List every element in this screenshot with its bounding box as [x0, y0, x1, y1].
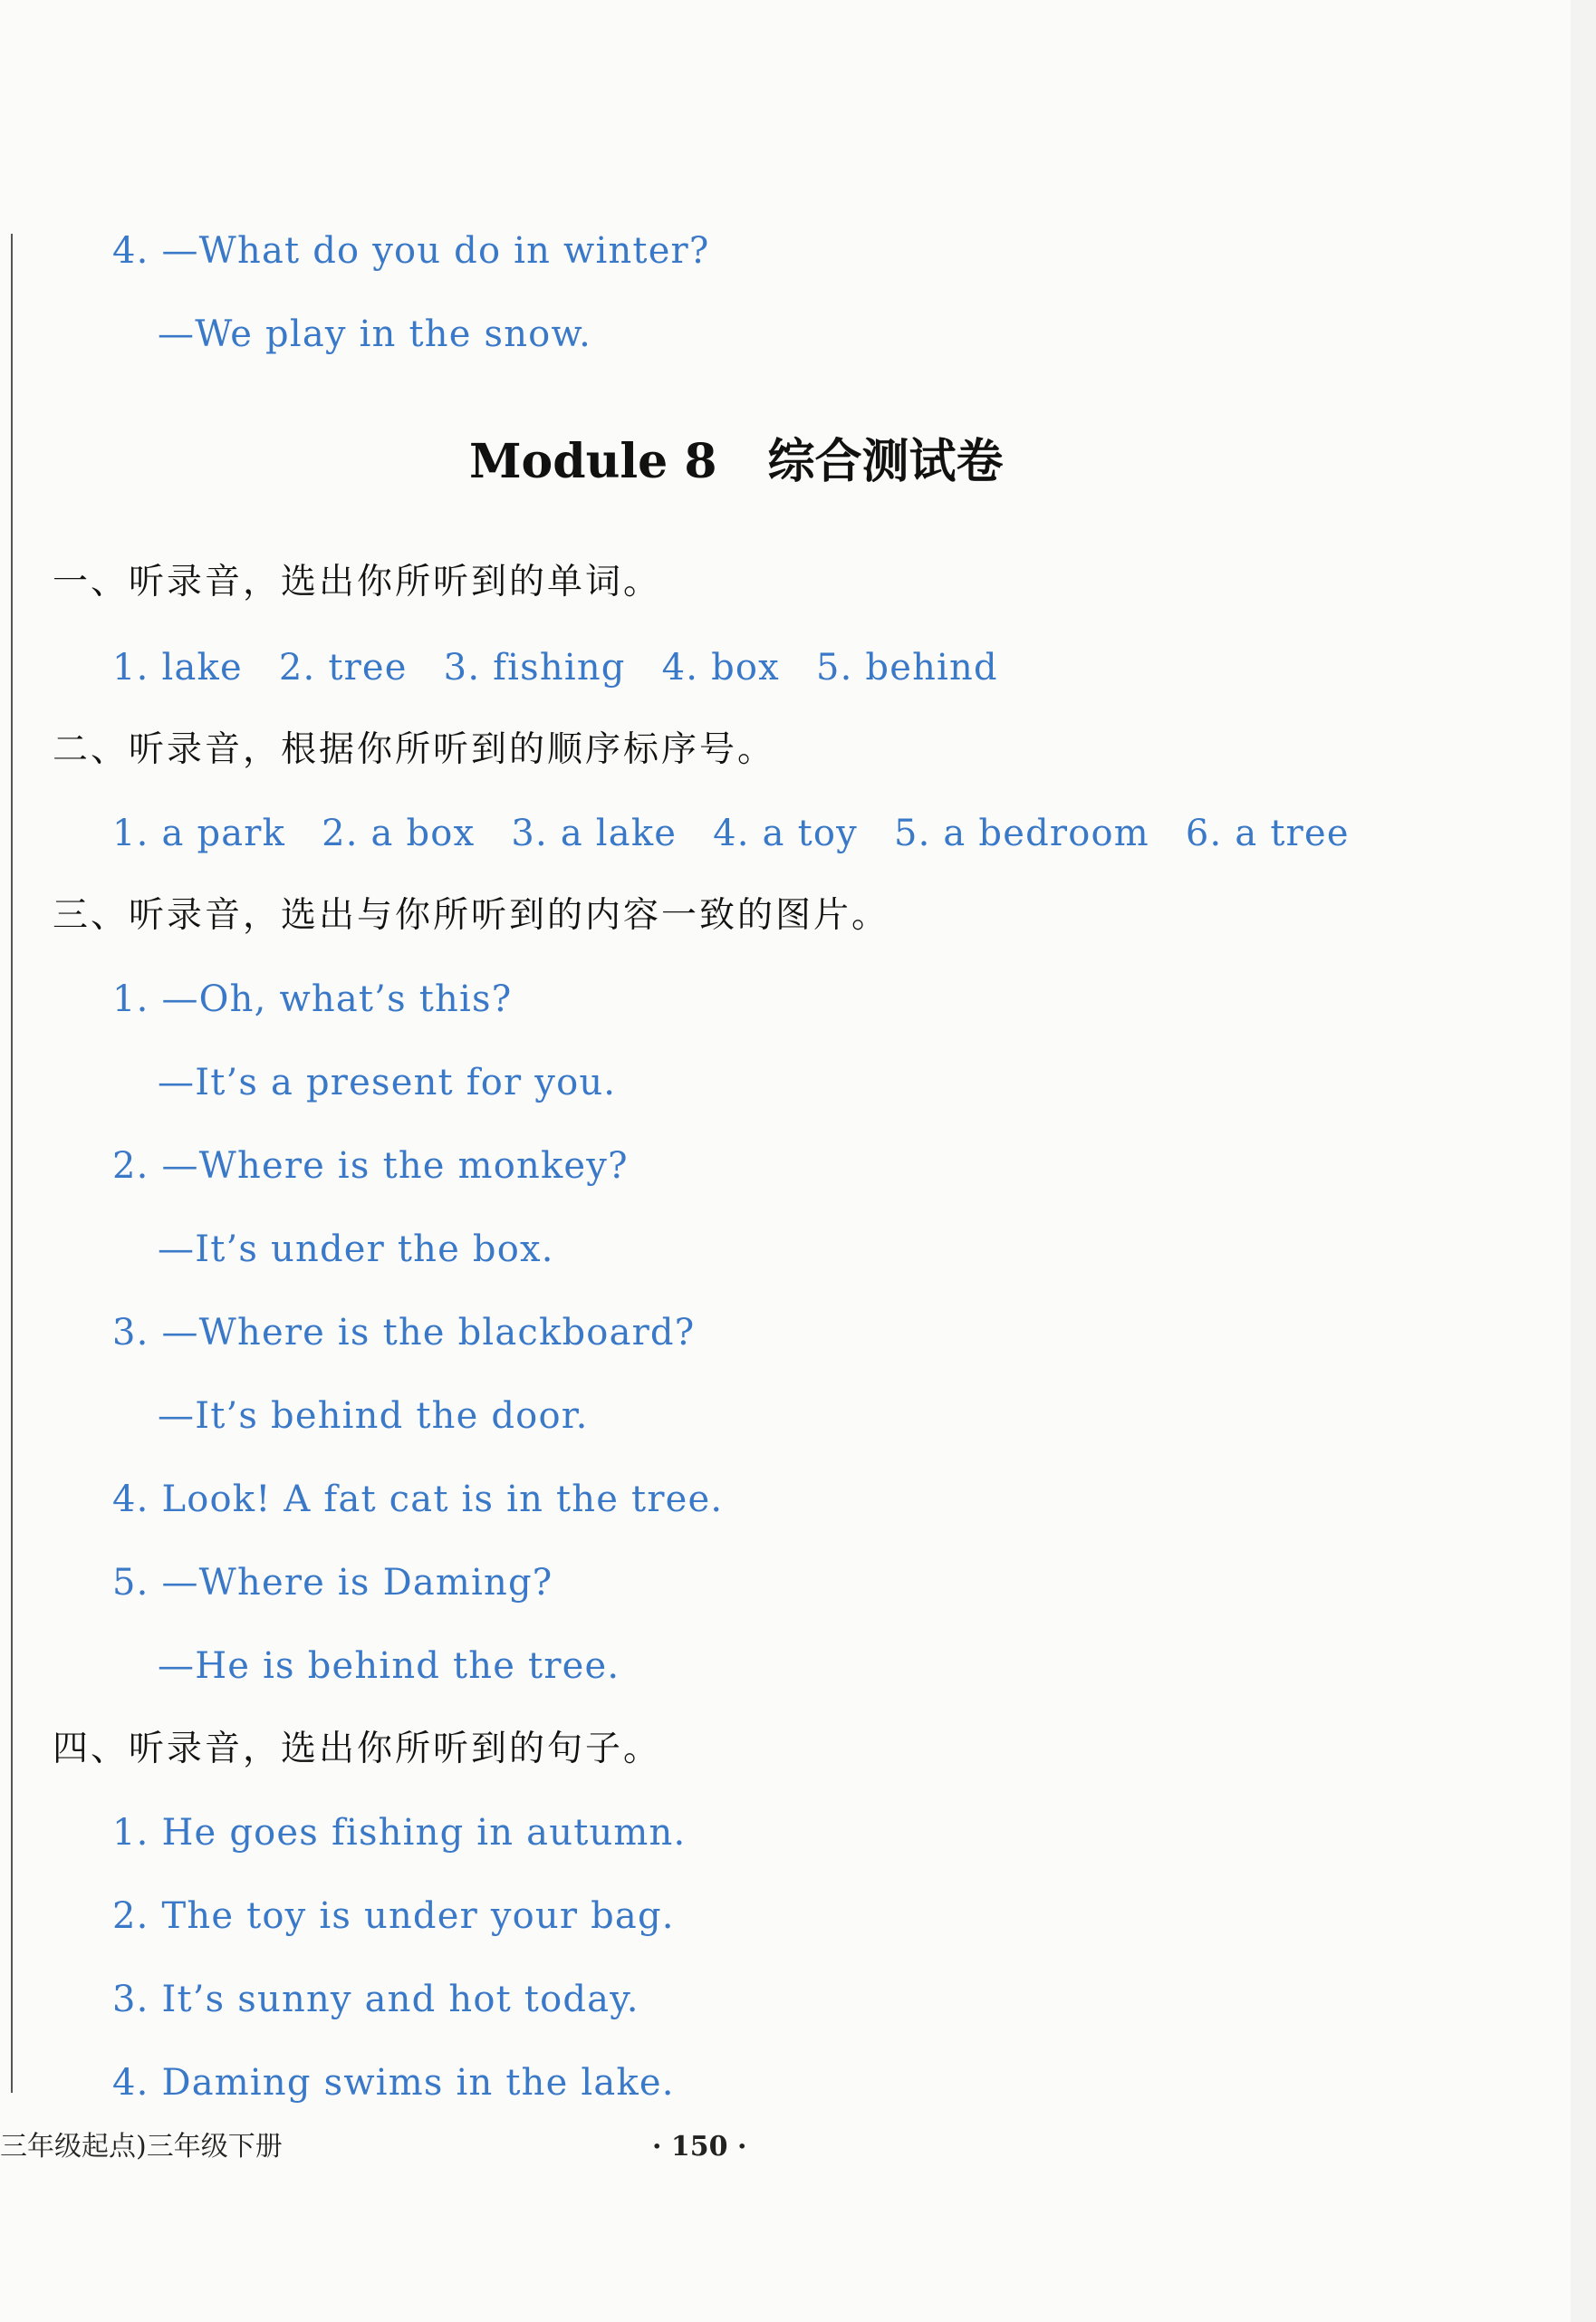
section2-phrase-item: 2. a box [322, 813, 476, 854]
section2-phrase-item: 4. a toy [713, 813, 858, 854]
section2-phrase-list [112, 811, 1350, 856]
section3-heading: 三、听录音，选出与你所听到的内容一致的图片。 [53, 895, 890, 936]
section3-dialogue-line: 2. —Where is the monkey? [112, 1145, 629, 1187]
section4-heading: 四、听录音，选出你所听到的句子。 [53, 1729, 662, 1769]
section2-phrase-item: 6. a tree [1185, 813, 1350, 854]
section3-dialogue-line: 5. —Where is Daming? [112, 1562, 553, 1604]
section2-phrase-item: 3. a lake [511, 813, 678, 854]
binding-line [11, 234, 13, 2093]
prev-dialogue-question: 4. —What do you do in winter? [112, 230, 710, 272]
section3-dialogue-line: —It’s a present for you. [158, 1062, 617, 1103]
section3-dialogue-line: 4. Look! A fat cat is in the tree. [112, 1479, 724, 1520]
section1-word-item: 1. lake [112, 647, 243, 689]
section1-word-list [112, 645, 998, 690]
page-title [469, 433, 1004, 491]
page-title-subtitle: 综合测试卷 [767, 434, 1004, 489]
footer-book-title: 三年级起点)三年级下册 [0, 2131, 283, 2163]
section1-word-item: 3. fishing [443, 647, 626, 689]
section2-phrase-item: 1. a park [112, 813, 286, 854]
section4-sentence: 3. It’s sunny and hot today. [112, 1979, 639, 2020]
section3-dialogue-line: —It’s behind the door. [158, 1395, 589, 1437]
section3-dialogue-line: 1. —Oh, what’s this? [112, 978, 513, 1020]
section4-sentence: 4. Daming swims in the lake. [112, 2062, 675, 2104]
page-title-module: Module 8 [469, 434, 717, 489]
section3-dialogue-line: 3. —Where is the blackboard? [112, 1312, 696, 1354]
page-edge-shadow [1571, 0, 1596, 2322]
prev-dialogue-answer: —We play in the snow. [158, 313, 592, 355]
section4-sentence: 2. The toy is under your bag. [112, 1895, 675, 1937]
section4-sentence: 1. He goes fishing in autumn. [112, 1812, 687, 1854]
section1-word-item: 2. tree [278, 647, 408, 689]
section1-word-item: 5. behind [815, 647, 998, 689]
section1-heading: 一、听录音，选出你所听到的单词。 [53, 562, 662, 602]
page-number: · 150 · [652, 2131, 747, 2163]
section2-heading: 二、听录音，根据你所听到的顺序标序号。 [53, 729, 776, 770]
section3-dialogue-line: —He is behind the tree. [158, 1645, 620, 1687]
section1-word-item: 4. box [661, 647, 780, 689]
section2-phrase-item: 5. a bedroom [893, 813, 1149, 854]
section3-dialogue-line: —It’s under the box. [158, 1228, 554, 1270]
